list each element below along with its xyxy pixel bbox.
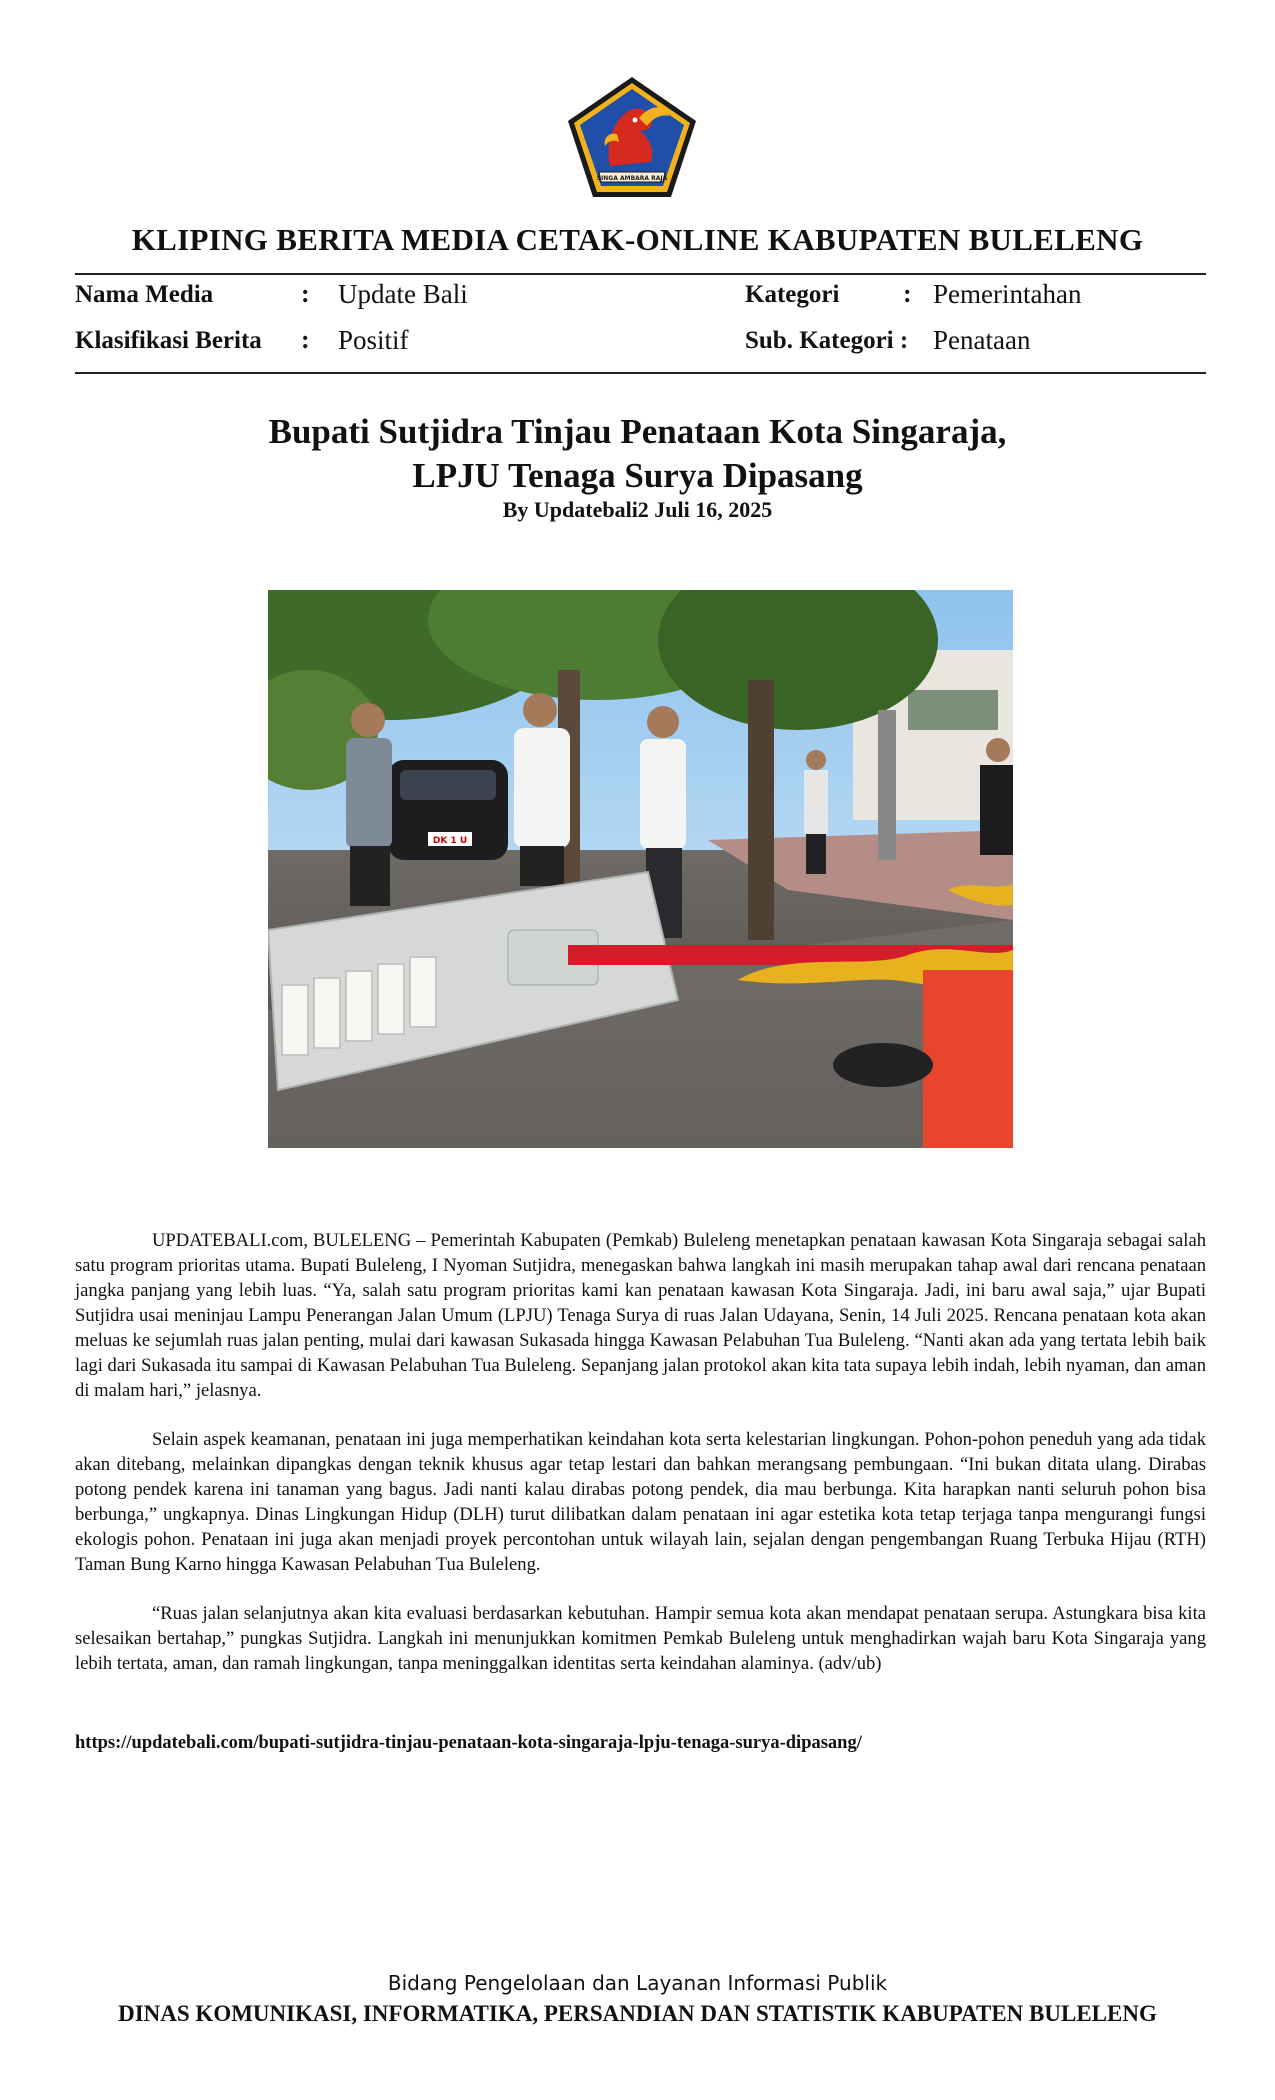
article-paragraph-3: “Ruas jalan selanjutnya akan kita evaluasi berdasarkan kebutuhan. Hampir semua kota akan mendapat penataan serupa. Astungkara bisa kita selesaikan bertahap,” pungkas Sutjidra. Langkah ini menunjukkan komitmen Pemkab Buleleng untuk menghadirkan wajah baru Kota Singaraja yang lebih tertata, aman, dan ramah lingkungan, tanpa meninggalkan identitas serta keindahan alaminya. (adv/ub) — [75, 1603, 1206, 1674]
buleleng-emblem-logo — [565, 74, 699, 200]
metadata-row-2 — [75, 324, 1206, 364]
classification-label: Klasifikasi Berita — [75, 327, 262, 354]
footer-division-line: Bidang Pengelolaan dan Layanan Informasi Publik — [387, 1971, 888, 1995]
article-paragraph-1: UPDATEBALI.com, BULELENG – Pemerintah Kabupaten (Pemkab) Buleleng menetapkan penataan kawasan Kota Singaraja sebagai salah satu program prioritas utama. Bupati Buleleng, I Nyoman Sutjidra, menegaskan bahwa langkah ini masih merupakan tahap awal dari rencana penataan jangka panjang yang lebih luas. “Ya, salah satu program prioritas kami kan penataan kawasan Kota Singaraja. Jadi, ini baru awal saja,” ujar Bupati Sutjidra usai meninjau Lampu Penerangan Jalan Umum (LPJU) Tenaga Surya di ruas Jalan Udayana, Senin, 14 Juli 2025. Rencana penataan kota akan meluas ke sejumlah ruas jalan penting, mulai dari kawasan Sukasada hingga Kawasan Pelabuhan Tua Buleleng. “Nanti akan ada yang tertata lebih baik lagi dari Sukasada itu sampai di Kawasan Pelabuhan Tua Buleleng. Sepanjang jalan protokol akan kita tata supaya lebih indah, lebih nyaman, dan aman di malam hari,” jelasnya. — [75, 1230, 1206, 1401]
article-body — [75, 1228, 1206, 1700]
car-plate-text: DK 1 U — [432, 836, 468, 846]
article-paragraph-2: Selain aspek keamanan, penataan ini juga memperhatikan keindahan kota serta kelestarian lingkungan. Pohon-pohon peneduh yang ada tidak akan ditebang, melainkan dipangkas dengan teknik khusus agar tetap lestari dan bahkan merangsang pembungaan. “Ini bukan ditata ulang. Dirabas potong pendek karena ini tanaman yang bagus. Jadi nanti kalau dirabas potong pendek, dia mau berbunga. Kita harapkan nanti seluruh pohon bisa berbunga,” ungkapnya. Dinas Lingkungan Hidup (DLH) turut dilibatkan dalam penataan ini agar estetika kota tetap terjaga tanpa mengurangi fungsi ekologis pohon. Penataan ini juga akan menjadi proyek percontohan untuk wilayah lain, sejalan dengan pengembangan Ruang Terbuka Hijau (RTH) Taman Bung Karno hingga Kawasan Pelabuhan Tua Buleleng. — [75, 1429, 1206, 1575]
metadata-row-1 — [75, 278, 1206, 318]
header-divider-top — [75, 273, 1206, 275]
media-label: Nama Media — [75, 281, 214, 308]
article-headline — [0, 410, 1275, 498]
source-url-link[interactable]: https://updatebali.com/bupati-sutjidra-tinjau-penataan-kota-singaraja-lpju-tenaga-surya-dipasang/ — [75, 1733, 862, 1753]
media-value: Update Bali — [338, 279, 468, 309]
media-colon: : — [301, 279, 310, 308]
footer-agency-line: DINAS KOMUNIKASI, INFORMATIKA, PERSANDIAN DAN STATISTIK KABUPATEN BULELENG — [118, 2001, 1157, 2026]
header-divider-bottom — [75, 372, 1206, 374]
classification-colon: : — [301, 325, 310, 354]
emblem-motto: SINGA AMBARA RAJA — [596, 175, 668, 182]
category-label: Kategori — [745, 281, 840, 308]
category-value: Pemerintahan — [933, 279, 1082, 309]
subcategory-value: Penataan — [933, 325, 1031, 355]
classification-value: Positif — [338, 325, 409, 355]
article-photo — [268, 590, 1013, 1148]
headline-line-1: Bupati Sutjidra Tinjau Penataan Kota Singaraja, — [268, 412, 1007, 451]
metadata-table — [75, 278, 1206, 364]
headline-line-2: LPJU Tenaga Surya Dipasang — [412, 456, 863, 495]
subcategory-label: Sub. Kategori : — [745, 327, 909, 354]
category-colon: : — [903, 279, 912, 308]
article-byline: By Updatebali2 Juli 16, 2025 — [502, 497, 773, 522]
document-header-title: KLIPING BERITA MEDIA CETAK-ONLINE KABUPATEN BULELENG — [131, 222, 1144, 257]
